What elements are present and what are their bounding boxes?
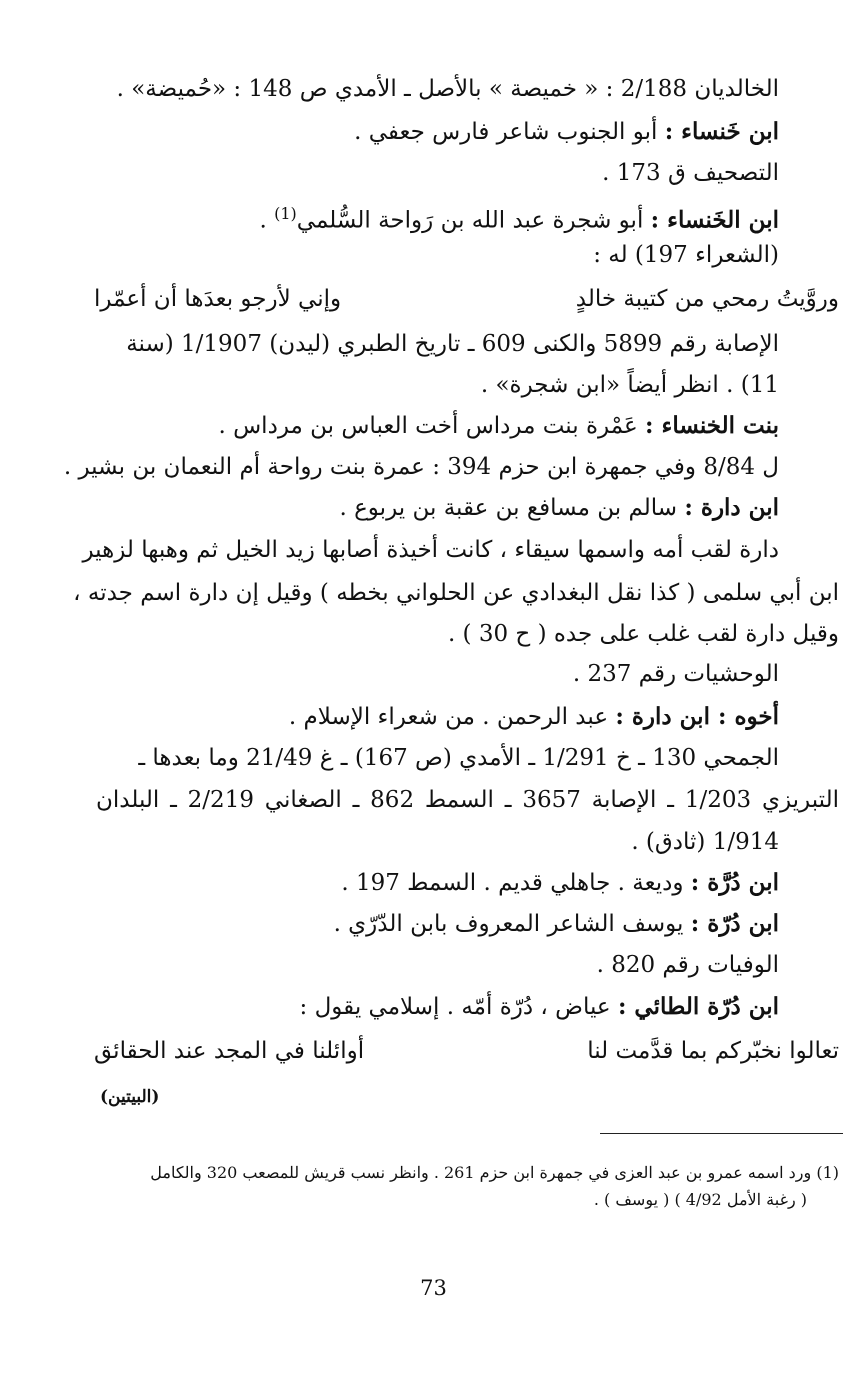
footnote-line: ( رغبة الأمل 4/92 ) ( يوسف ) .	[593, 1190, 807, 1209]
footnote-line: (1) ورد اسمه عمرو بن عبد العزى في جمهرة ابن حزم 261 . وانظر نسب قريش للمصعب 320 والكامل	[150, 1163, 839, 1182]
footnote-marker: (1)	[274, 204, 297, 223]
footnote-divider	[600, 1133, 843, 1134]
body-line: دارة لقب أمه واسمها سيقاء ، كانت أخيذة أصابها زيد الخيل ثم وهبها لزهير	[82, 537, 779, 563]
entry-text: عبد الرحمن . من شعراء الإسلام .	[288, 704, 616, 730]
entry-text: أبو شجرة عبد الله بن رَواحة السُّلمي	[296, 207, 651, 234]
body-line: ابن أبي سلمى ( كذا نقل البغدادي عن الحلواني بخطه ) وقيل إن دارة اسم جدته ،	[73, 580, 839, 606]
entry-ibn-durra-al-tai	[300, 990, 779, 1024]
entry-text: يوسف الشاعر المعروف بابن الدّرّي .	[333, 911, 691, 937]
entry-heading: ابن دُرَّة :	[690, 869, 779, 896]
reference-line: الوفيات رقم 820 .	[596, 952, 779, 978]
entry-heading: بنت الخنساء :	[645, 412, 779, 439]
reference-line: 11) . انظر أيضاً «ابن شجرة» .	[480, 372, 779, 398]
entry-ibn-khansa	[354, 115, 779, 149]
entry-line: الخالديان 2/188 : « خميصة » بالأصل ـ الأمدي ص 148 : «حُميضة» .	[116, 76, 779, 102]
reference-line: (الشعراء 197) له :	[593, 242, 779, 268]
entry-heading: أخوه : ابن دارة :	[615, 703, 779, 730]
entry-heading: ابن خَنساء :	[664, 118, 779, 145]
entry-ibn-dara	[339, 491, 779, 525]
body-line: وقيل دارة لقب غلب على جده ( ح 30 ) .	[447, 621, 839, 647]
entry-ibn-al-khansa	[259, 197, 779, 238]
reference-line: الجمحي 130 ـ خ 1/291 ـ الأمدي (ص 167) ـ غ 21/49 وما بعدها ـ	[138, 745, 779, 771]
entry-bint-al-khansa	[218, 409, 779, 443]
entry-ibn-durra-yusuf	[334, 907, 779, 941]
verse-hemistich-first: تعالوا نخبّركم بما قدَّمت لنا	[587, 1038, 839, 1064]
entry-heading: ابن الخَنساء :	[650, 206, 779, 234]
reference-line: الإصابة رقم 5899 والكنى 609 ـ تاريخ الطبري (ليدن) 1/1907 (سنة	[126, 331, 779, 357]
reference-line: 1/914 (ثادق) .	[631, 829, 779, 855]
reference-line: التبريزي 1/203 ـ الإصابة 3657 ـ السمط 862 ـ الصغاني 2/219 ـ البلدان	[96, 787, 840, 813]
verse-hemistich-first: وروَّيتُ رمحي من كتيبة خالدٍ	[575, 286, 839, 312]
entry-text: عَمْرة بنت مرداس أخت العباس بن مرداس .	[218, 413, 646, 439]
entry-text: أبو الجنوب شاعر فارس جعفي .	[354, 119, 665, 145]
reference-line: الوحشيات رقم 237 .	[572, 661, 779, 687]
entry-heading: ابن دُرّة الطائي :	[617, 993, 779, 1020]
entry-ibn-durra	[341, 866, 779, 900]
verse-hemistich-second: وإني لأرجو بعدَها أن أعمّرا	[94, 286, 342, 312]
verse-hemistich-second: أوائلنا في المجد عند الحقائق	[94, 1038, 365, 1064]
entry-heading: ابن دُرّة :	[690, 910, 779, 937]
entry-akhuhu	[289, 700, 779, 734]
entry-text-end: .	[259, 207, 275, 234]
entry-text: عياض ، دُرّة أمّه . إسلامي يقول :	[299, 994, 618, 1020]
entry-heading: ابن دارة :	[684, 494, 779, 521]
entry-text: سالم بن مسافع بن عقبة بن يربوع .	[339, 495, 685, 521]
reference-line: التصحيف ق 173 .	[602, 160, 779, 186]
entry-text: وديعة . جاهلي قديم . السمط 197 .	[341, 870, 691, 896]
verse-note: (البيتين)	[100, 1087, 160, 1107]
reference-line: ل 8/84 وفي جمهرة ابن حزم 394 : عمرة بنت رواحة أم النعمان بن بشير .	[63, 454, 779, 480]
page-number: 73	[420, 1276, 447, 1300]
